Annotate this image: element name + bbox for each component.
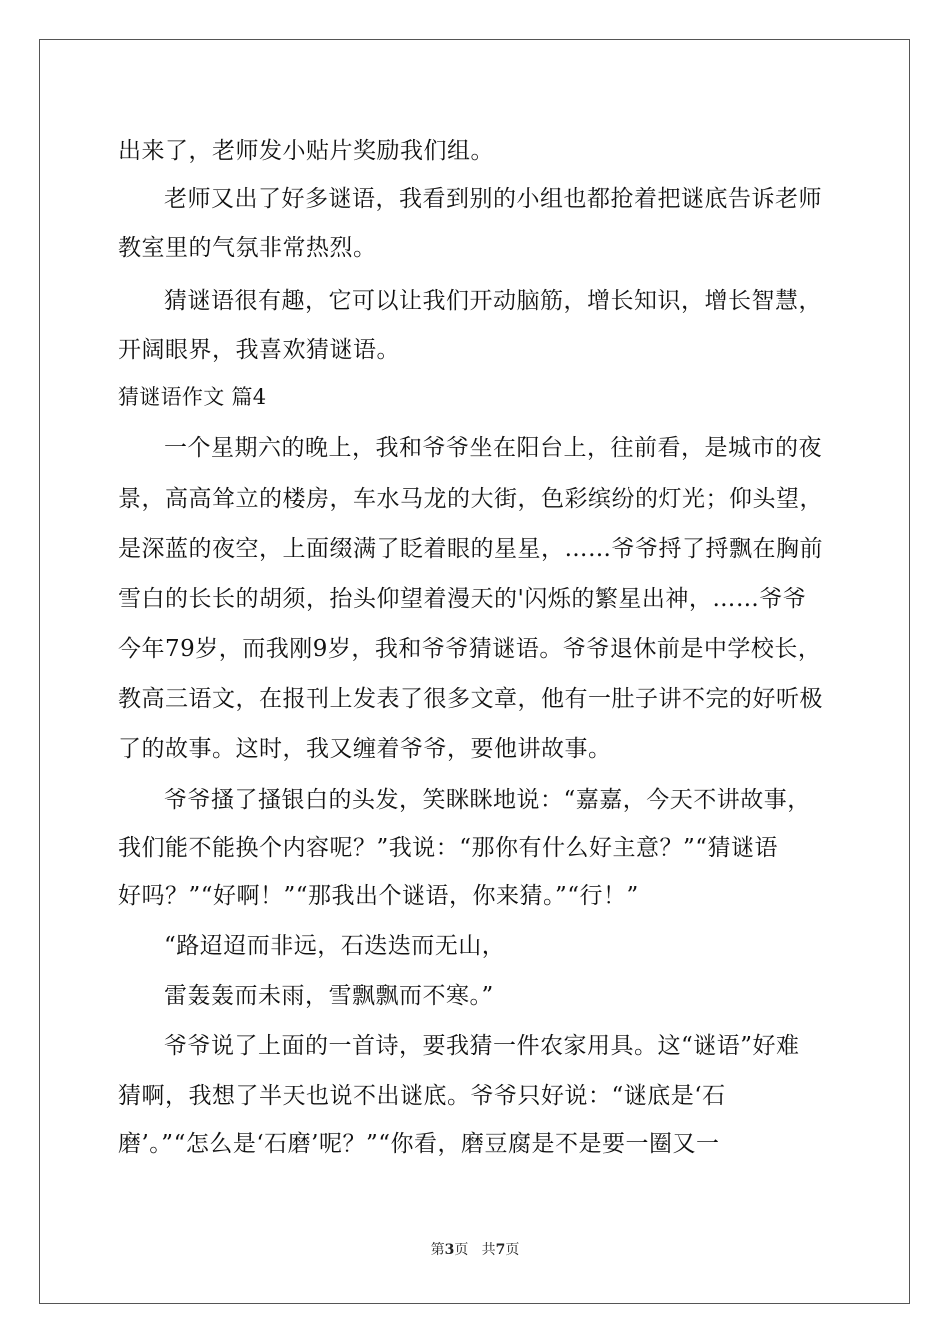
section-heading: 猜谜语作文 篇4	[118, 385, 267, 409]
page-footer	[0, 1241, 950, 1259]
text-line: 猜啊，我想了半天也说不出谜底。爷爷只好说：“谜底是‘石	[118, 1083, 726, 1109]
text-line: 我们能不能换个内容呢？”我说：“那你有什么好主意？”“猜谜语	[118, 835, 779, 861]
text-line: 老师又出了好多谜语，我看到别的小组也都抢着把谜底告诉老师	[164, 186, 822, 212]
text-line: 雷轰轰而未雨，雪飘飘而不寒。”	[164, 983, 494, 1009]
total-pages: 7	[495, 1242, 506, 1258]
text-line: “路迢迢而非远，石迭迭而无山，	[164, 933, 506, 959]
page-prefix: 第	[430, 1242, 445, 1258]
total-suffix: 页	[505, 1242, 520, 1258]
text-line: 教室里的气氛非常热烈。	[118, 235, 377, 261]
page-number: 3	[444, 1242, 455, 1258]
text-line: 猜谜语很有趣，它可以让我们开动脑筋，增长知识，增长智慧，	[164, 288, 822, 314]
text-line: 一个星期六的晚上，我和爷爷坐在阳台上，往前看，是城市的夜	[164, 435, 822, 461]
text-line: 爷爷搔了搔银白的头发，笑眯眯地说：“嘉嘉，今天不讲故事，	[164, 787, 811, 813]
text-line: 开阔眼界，我喜欢猜谜语。	[118, 337, 400, 363]
total-prefix: 共	[481, 1242, 496, 1258]
page-suffix: 页	[454, 1242, 469, 1258]
text-line: 了的故事。这时，我又缠着爷爷，要他讲故事。	[118, 736, 612, 762]
text-line: 教高三语文，在报刊上发表了很多文章，他有一肚子讲不完的好听极	[118, 686, 823, 712]
text-line: 雪白的长长的胡须，抬头仰望着漫天的'闪烁的繁星出神，……爷爷	[118, 586, 807, 612]
text-line: 磨’。”“怎么是‘石磨’呢？”“你看，磨豆腐是不是要一圈又一	[118, 1131, 720, 1157]
text-line: 爷爷说了上面的一首诗，要我猜一件农家用具。这“谜语”好难	[164, 1033, 800, 1059]
text-line: 景，高高耸立的楼房，车水马龙的大街，色彩缤纷的灯光；仰头望，	[118, 486, 823, 512]
text-line: 出来了，老师发小贴片奖励我们组。	[118, 138, 494, 164]
text-line: 今年79岁，而我刚9岁，我和爷爷猜谜语。爷爷退休前是中学校长，	[118, 636, 822, 662]
text-line: 好吗？”“好啊！”“那我出个谜语，你来猜。”“行！”	[118, 883, 639, 909]
text-line: 是深蓝的夜空，上面缀满了眨着眼的星星，……爷爷捋了捋飘在胸前	[118, 536, 823, 562]
page-frame	[39, 39, 910, 1304]
